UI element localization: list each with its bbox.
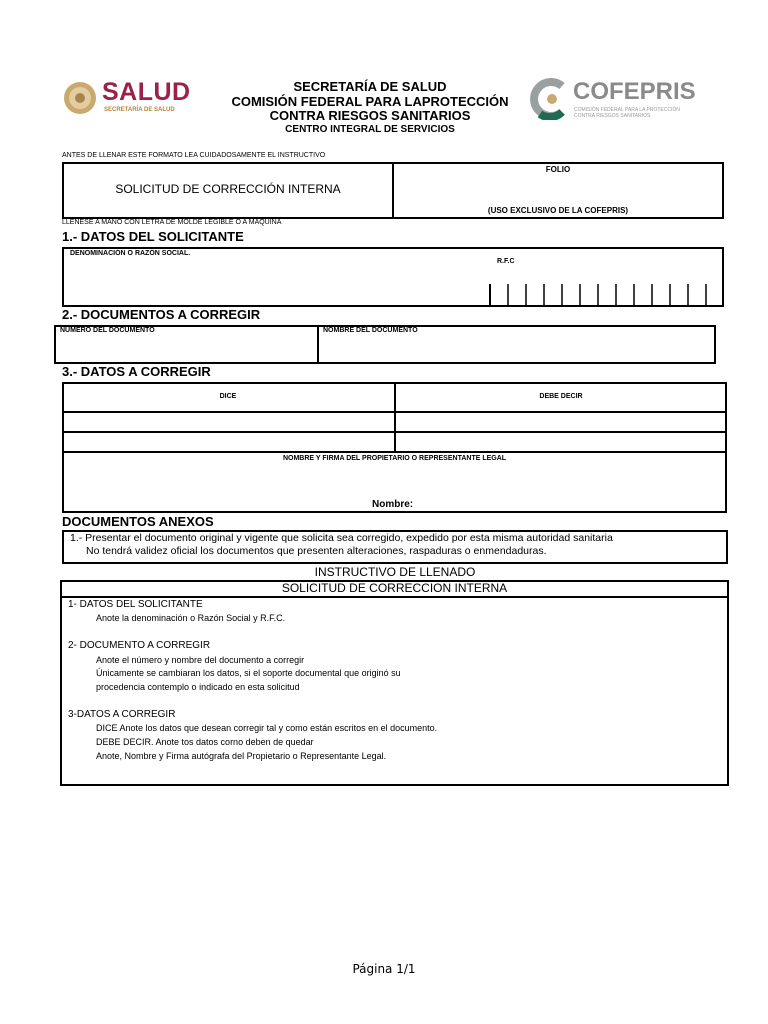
header-line-2: COMISIÓN FEDERAL PARA LAPROTECCIÓN: [231, 94, 509, 109]
salud-logo-text: SALUD: [102, 78, 191, 106]
salud-logo-subtext: SECRETARÍA DE SALUD: [104, 107, 175, 113]
instructivo-subtitle: SOLICITUD DE CORRECCION INTERNA: [281, 581, 508, 595]
datos-divider-h3: [62, 451, 727, 453]
folio-note: (USO EXCLUSIVO DE LA COFEPRIS): [487, 206, 629, 215]
instr-s3-line-1: DICE Anote los datos que desean corregir tal y como están escritos en el documento.: [96, 723, 438, 733]
page-number: Página 1/1: [352, 962, 416, 976]
instr-s1-line-1: Anote la denominación o Razón Social y R.F.C.: [96, 613, 286, 623]
numero-label: NUMERO DEL DOCUMENTO: [60, 327, 155, 334]
section2-title: 2.- DOCUMENTOS A CORREGIR: [62, 307, 261, 322]
header-line-3: CONTRA RIESGOS SANITARIOS: [269, 108, 471, 123]
section1-title: 1.- DATOS DEL SOLICITANTE: [62, 229, 244, 244]
instr-s3-line-3: Anote, Nombre y Firma autógrafa del Propietario o Representante Legal.: [96, 751, 387, 761]
salud-logo: [62, 78, 202, 118]
firma-label: NOMBRE Y FIRMA DEL PROPIETARIO O REPRESENTANTE LEGAL: [282, 455, 507, 462]
denominacion-label: DENOMINACIÓN O RAZÓN SOCIAL.: [70, 250, 191, 257]
cofepris-logo-text: COFEPRIS: [573, 78, 696, 105]
instr-s2-line-1: Anote el número y nombre del documento a corregir: [96, 655, 305, 665]
debe-decir-row-2[interactable]: [397, 433, 725, 451]
section3-title: 3.- DATOS A CORREGIR: [62, 364, 211, 379]
rfc-boxes[interactable]: [489, 284, 724, 306]
dice-row-1[interactable]: [64, 413, 393, 431]
fill-note: LLÉNESE A MANO CON LETRA DE MOLDE LEGIBLE O A MÁQUINA: [62, 219, 282, 226]
instruction-top: ANTES DE LLENAR ESTE FORMATO LEA CUIDADOSAMENTE EL INSTRUCTIVO: [62, 152, 326, 159]
cofepris-logo: [530, 78, 710, 122]
nombre-label: Nombre:: [372, 499, 414, 510]
instr-s3-title: 3-DATOS A CORREGIR: [68, 709, 176, 720]
instructivo-title-divider: [60, 596, 729, 598]
debe-decir-header: DEBE DECIR: [539, 393, 583, 400]
cofepris-logo-subtext-1: COMISIÓN FEDERAL PARA LA PROTECCIÓN: [574, 107, 680, 113]
anexos-line-1: 1.- Presentar el documento original y vigente que solicita sea corregido, expedido por esta misma autoridad sanitaria: [70, 532, 613, 544]
debe-decir-row-1[interactable]: [397, 413, 725, 431]
instr-s2-line-2: Únicamente se cambiaran los datos, si el soporte documental que originó su: [96, 668, 401, 678]
cofepris-logo-subtext-2: CONTRA RIESGOS SANITARIOS: [574, 113, 651, 119]
instr-s1-title: 1- DATOS DEL SOLICITANTE: [68, 599, 203, 610]
form-title: SOLICITUD DE CORRECCIÓN INTERNA: [115, 182, 341, 196]
instructivo-title: INSTRUCTIVO DE LLENADO: [314, 565, 476, 579]
cofepris-c-icon: [530, 78, 570, 120]
dice-row-2[interactable]: [64, 433, 393, 451]
anexos-line-2: No tendrá validez oficial los documentos que presenten alteraciones, raspaduras o enmendaduras.: [86, 545, 547, 557]
dice-header: DICE: [219, 393, 237, 400]
salud-seal-icon: [62, 80, 98, 116]
anexos-title: DOCUMENTOS ANEXOS: [62, 514, 214, 529]
folio-label: FOLIO: [545, 165, 571, 174]
instr-s2-line-3: procedencia contemplo o indicado en esta solicitud: [96, 682, 300, 692]
rfc-label: R.F.C: [497, 258, 515, 265]
header-line-1: SECRETARÍA DE SALUD: [293, 79, 447, 94]
instr-s2-title: 2- DOCUMENTO A CORREGIR: [68, 640, 211, 651]
header-line-4: CENTRO INTEGRAL DE SERVICIOS: [285, 124, 455, 135]
instr-s3-line-2: DEBE DECIR. Anote tos datos corno deben de quedar: [96, 737, 314, 747]
nombre-doc-label: NOMBRE DEL DOCUMENTO: [323, 327, 418, 334]
